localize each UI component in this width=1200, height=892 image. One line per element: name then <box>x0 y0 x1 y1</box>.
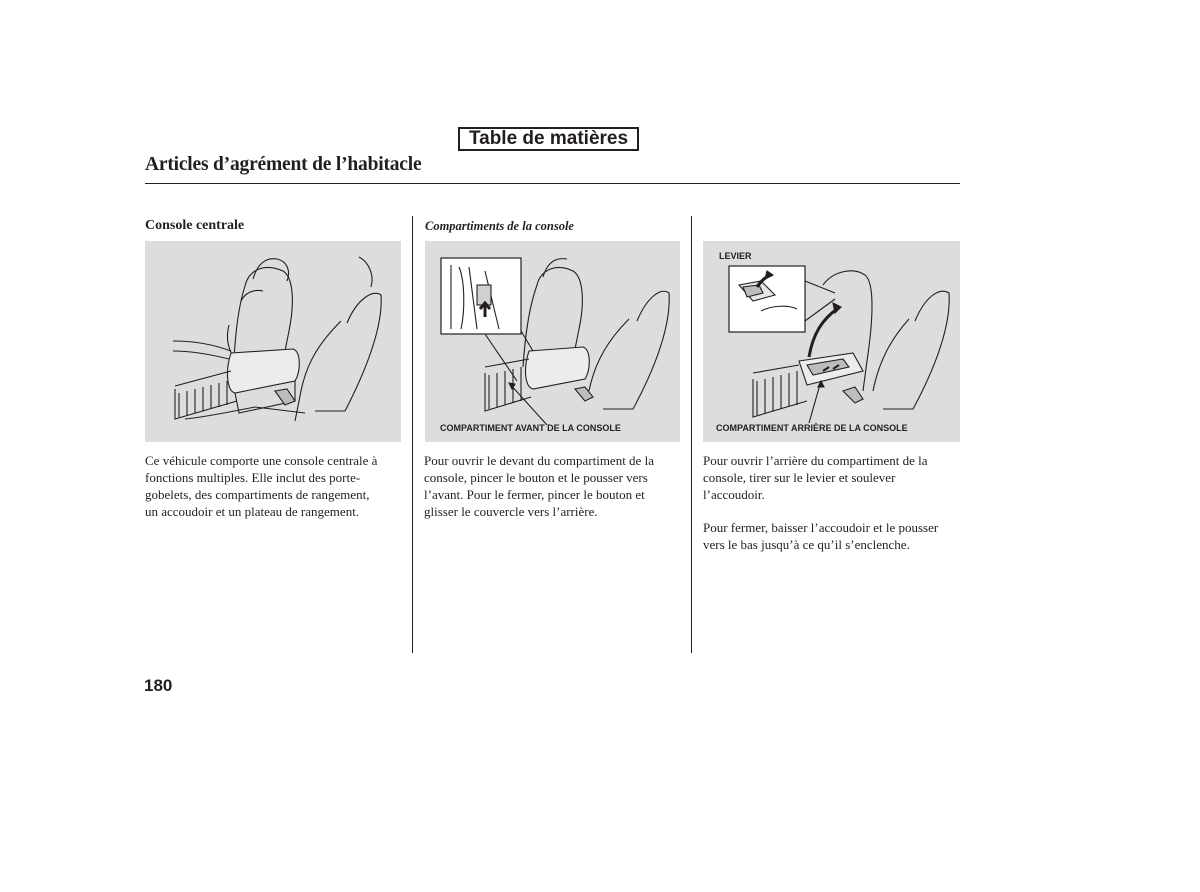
caption-lever: LEVIER <box>719 251 752 261</box>
caption-rear-compartment: COMPARTIMENT ARRIÈRE DE LA CONSOLE <box>716 423 908 433</box>
paragraph-center-console: Ce véhicule comporte une console centrale à fonctions multiples. Elle inclut des porte- gobelets, des compartiments de rangement, un accoudoir et un plateau de rangement. <box>145 453 378 519</box>
paragraph-rear-open: Pour ouvrir l’arrière du compartiment de la console, tirer sur le levier et soulever l’accoudoir. <box>703 453 928 502</box>
table-of-contents-button[interactable]: Table de matières <box>458 127 639 151</box>
illustration-front-compartment <box>425 241 680 442</box>
column-divider-2 <box>691 216 692 653</box>
section-heading-center-console: Console centrale <box>145 218 245 233</box>
sub-heading-console-compartments: Compartiments de la console <box>425 219 574 233</box>
title-divider <box>145 183 960 184</box>
column-divider-1 <box>412 216 413 653</box>
paragraph-rear-close: Pour fermer, baisser l’accoudoir et le pousser vers le bas jusqu’à ce qu’il s’enclenche. <box>703 520 939 552</box>
caption-front-compartment: COMPARTIMENT AVANT DE LA CONSOLE <box>440 423 621 433</box>
illustration-rear-compartment <box>703 241 960 442</box>
illustration-center-console <box>145 241 401 442</box>
page-number: 180 <box>144 676 173 695</box>
paragraph-front-compartment: Pour ouvrir le devant du compartiment de la console, pincer le bouton et le pousser vers l’avant. Pour le fermer, pincer le bouton et glisser le couvercle vers l’arrière. <box>424 453 654 519</box>
page-title: Articles d’agrément de l’habitacle <box>145 154 422 175</box>
